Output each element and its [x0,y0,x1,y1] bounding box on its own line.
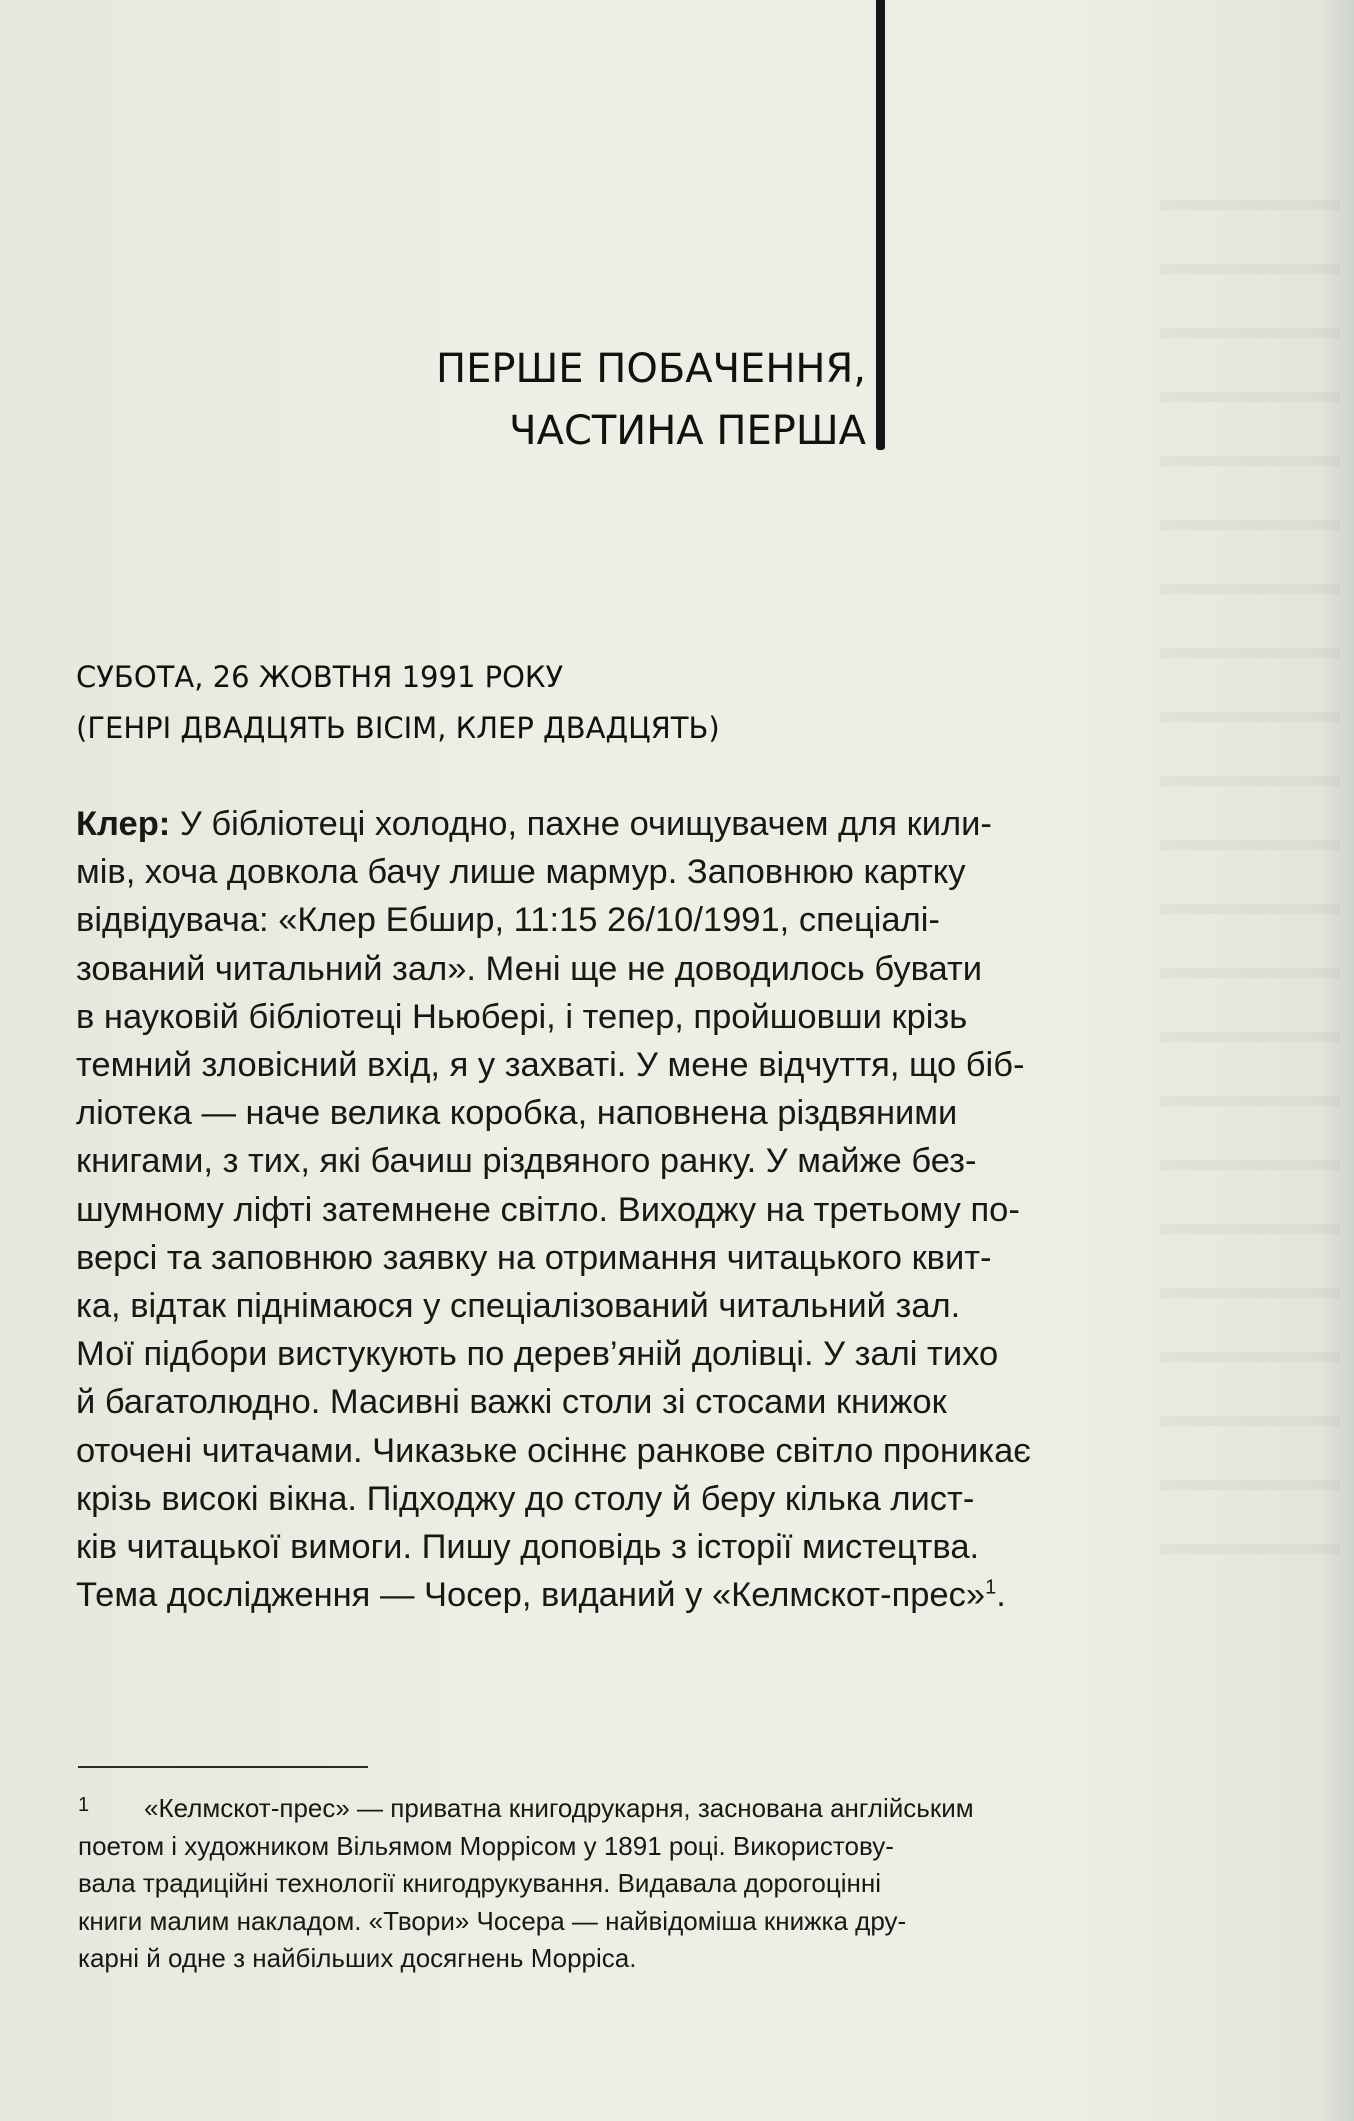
body-line: в науковій бібліотеці Ньюбері, і тепер, пройшовши крізь [76,997,968,1036]
body-line: крізь високі вікна. Підходжу до столу й беру кілька лист- [76,1479,975,1518]
body-line: ків читацької вимоги. Пишу доповідь з історії мистецтва. [76,1528,980,1567]
body-line: оточені читачами. Чиказьке осіннє ранкове світло проникає [76,1431,1031,1470]
body-line-last [76,1571,1176,1619]
footnote-line-1-text: «Келмскот-прес» — приватна книгодрукарня, заснована англійським [144,1793,974,1823]
body-line: версі та заповнюю заявку на отримання читацького квит- [76,1238,992,1277]
chapter-vertical-rule [876,0,885,450]
body-last-line-end: . [996,1576,1006,1615]
body-line: зований читальний зал». Мені ще не доводилось бувати [76,949,983,988]
body-line: шумному ліфті затемнене світло. Виходжу на третьому по- [76,1190,1020,1229]
body-line: темний зловісний вхід, я у захваті. У мене відчуття, що біб- [76,1046,1025,1085]
footnote [78,1790,1178,1978]
body-line: й багатолюдно. Масивні важкі столи зі стосами книжок [76,1383,947,1422]
dateline-ages: (ГЕНРІ ДВАДЦЯТЬ ВІСІМ, КЛЕР ДВАДЦЯТЬ) [76,711,720,745]
body-line [76,800,1176,848]
body-line: ка, відтак піднімаюся у спеціалізований читальний зал. [76,1287,961,1326]
body-line: ліотека — наче велика коробка, наповнена різдвяними [76,1094,958,1133]
dateline [76,652,1176,754]
chapter-title-line-2: ЧАСТИНА ПЕРША [509,408,866,454]
dateline-date: СУБОТА, 26 ЖОВТНЯ 1991 РОКУ [76,660,564,694]
body-line: книгами, з тих, які бачиш різдвяного ранку. У майже без- [76,1142,977,1181]
page-edge-shadow [1318,0,1354,2121]
footnote-line: карні й одне з найбільших досягнень Морріса. [78,1943,637,1973]
body-line: Мої підбори вистукують по дерев’яній долівці. У залі тихо [76,1335,999,1374]
footnote-number: 1 [78,1794,90,1816]
show-through-texture [1160,200,1340,1600]
chapter-title-line-1: ПЕРШЕ ПОБАЧЕННЯ, [436,346,866,392]
body-paragraph [76,800,1176,1619]
chapter-title [200,338,866,462]
footnote-separator [78,1766,368,1768]
speaker-label: Клер: [76,805,171,843]
body-line: відвідувача: «Клер Ебшир, 11:15 26/10/1991, спеціалі- [76,901,940,940]
footnote-line: книги малим накладом. «Твори» Чосера — найвідоміша книжка дру- [78,1905,907,1936]
footnote-line: поетом і художником Вільямом Моррісом у 1891 році. Використову- [78,1830,894,1861]
body-line: мів, хоча довкола бачу лише мармур. Заповнюю картку [76,853,966,892]
body-last-line-text: Тема дослідження — Чосер, виданий у «Келмскот-прес» [76,1576,986,1615]
footnote-line [78,1790,1178,1828]
footnote-reference[interactable]: 1 [985,1576,997,1599]
body-line-1-text: У бібліотеці холодно, пахне очищувачем для кили- [170,805,992,843]
footnote-line: вала традиційні технології книгодрукування. Видавала дорогоцінні [78,1868,881,1898]
